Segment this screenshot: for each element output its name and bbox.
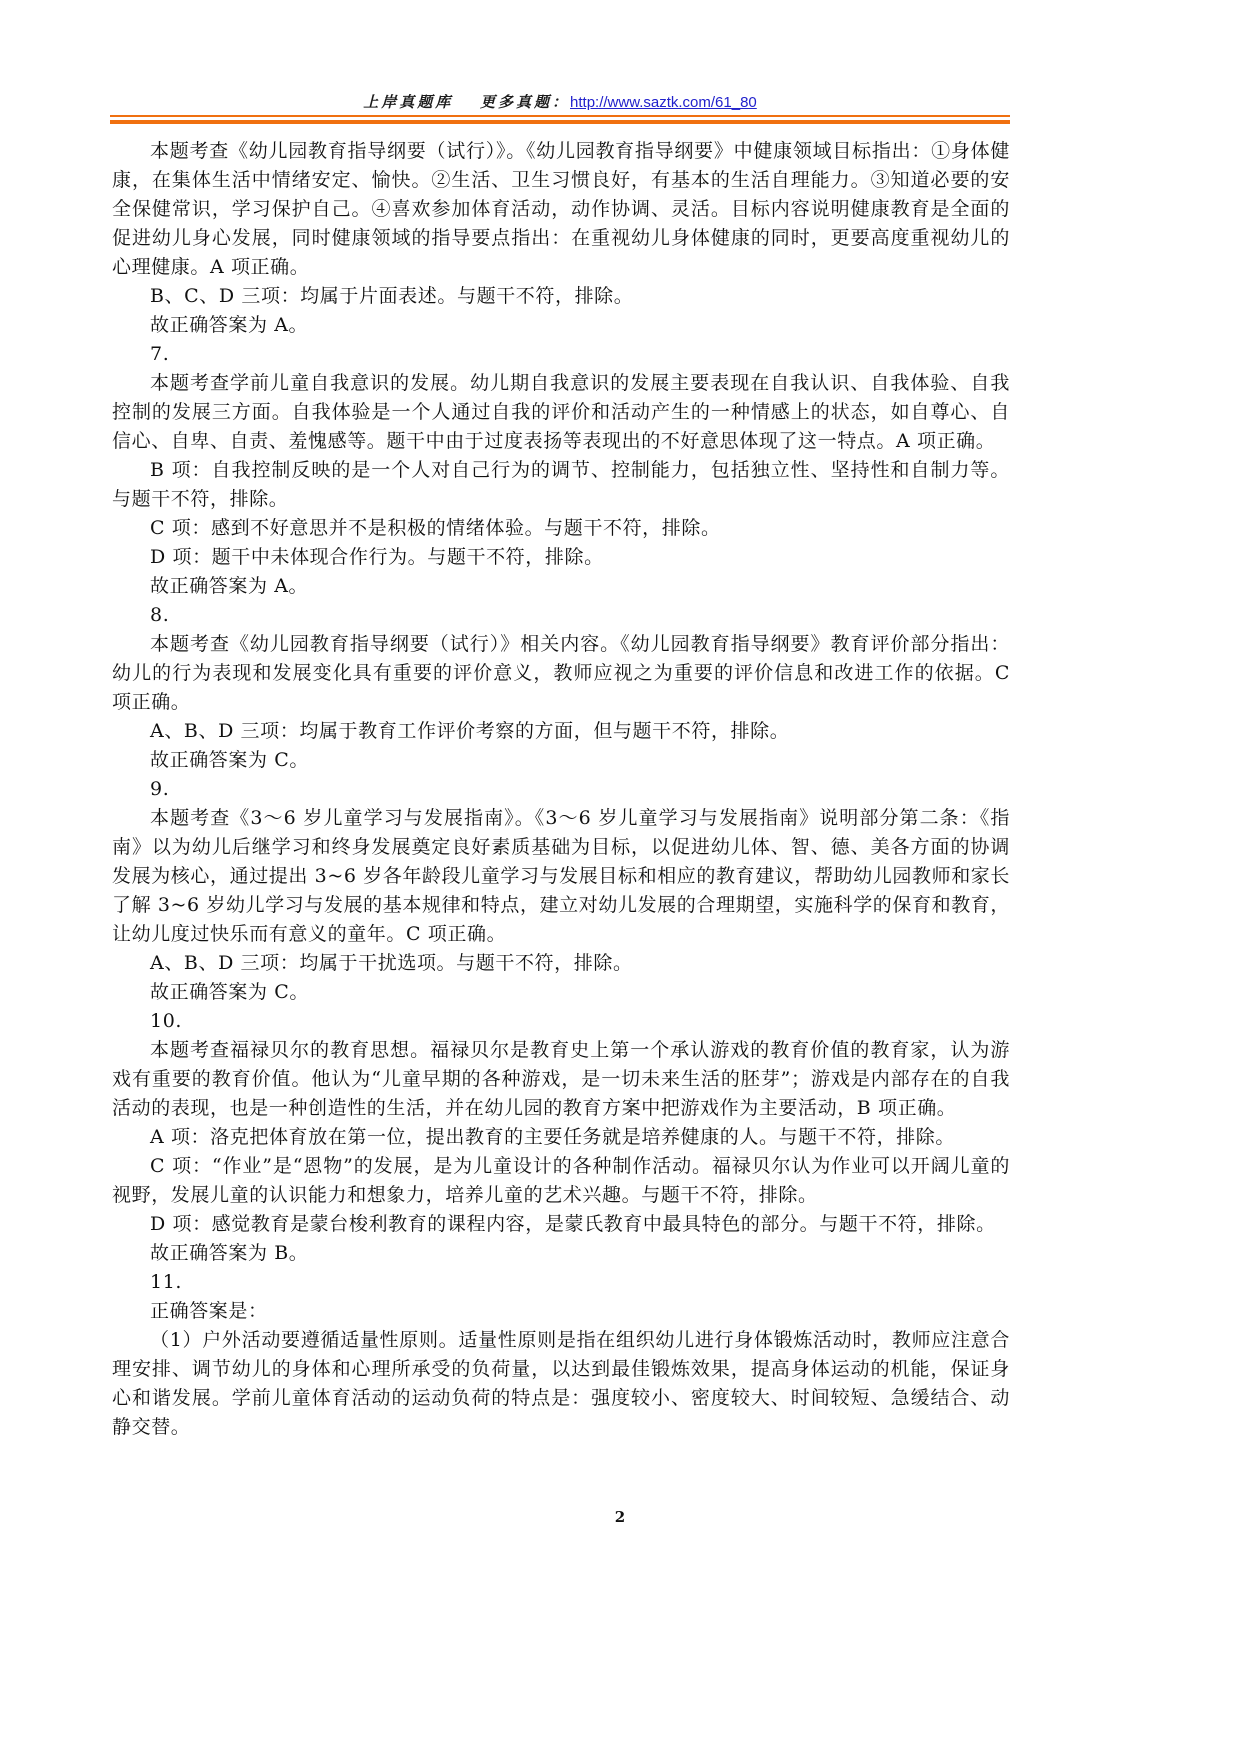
- page-number: 2: [614, 1508, 626, 1526]
- header-rule-thin: [110, 115, 1010, 117]
- header-brand: 上岸真题库: [363, 93, 454, 111]
- question-number: 10.: [150, 1010, 183, 1032]
- paragraph: 本题考查《幼儿园教育指导纲要（试行）》。《幼儿园教育指导纲要》中健康领域目标指出：①身体健康，在集体生活中情绪安定、愉快。②生活、卫生习惯良好，有基本的生活自理能力。③知道必要的安全保健常识，学习保护自己。④喜欢参加体育活动，动作协调、灵活。目标内容说明健康教育是全面的促进幼儿身心发展，同时健康领域的指导要点指出：在重视幼儿身体健康的同时，更要高度重视幼儿的心理健康。A 项正确。: [112, 140, 1010, 278]
- paragraph: C 项：“作业”是“恩物”的发展，是为儿童设计的各种制作活动。福禄贝尔认为作业可以开阔儿童的视野，发展儿童的认识能力和想象力，培养儿童的艺术兴趣。与题干不符，排除。: [112, 1155, 1010, 1206]
- paragraph: 故正确答案为 C。: [150, 981, 309, 1003]
- paragraph: D 项：题干中未体现合作行为。与题干不符，排除。: [150, 546, 604, 568]
- question-number: 7.: [150, 343, 170, 365]
- header-rule-thick: [110, 120, 1010, 124]
- paragraph: 故正确答案为 C。: [150, 749, 309, 771]
- document-body: [112, 137, 1010, 1442]
- question-number: 9.: [150, 778, 170, 800]
- paragraph: A 项：洛克把体育放在第一位，提出教育的主要任务就是培养健康的人。与题干不符，排除。: [150, 1126, 955, 1148]
- paragraph: 故正确答案为 B。: [150, 1242, 309, 1264]
- paragraph: 本题考查《幼儿园教育指导纲要（试行）》相关内容。《幼儿园教育指导纲要》教育评价部分指出：幼儿的行为表现和发展变化具有重要的评价意义，教师应视之为重要的评价信息和改进工作的依据。C 项正确。: [112, 633, 1010, 713]
- paragraph: D 项：感觉教育是蒙台梭利教育的课程内容，是蒙氏教育中最具特色的部分。与题干不符，排除。: [150, 1213, 996, 1235]
- question-number: 8.: [150, 604, 170, 626]
- paragraph: 正确答案是：: [150, 1300, 268, 1322]
- paragraph: 故正确答案为 A。: [150, 575, 309, 597]
- paragraph: 本题考查《3～6 岁儿童学习与发展指南》。《3～6 岁儿童学习与发展指南》说明部分第二条：《指南》以为幼儿后继学习和终身发展奠定良好素质基础为目标，以促进幼儿体、智、德、美各方面的协调发展为核心，通过提出 3~6 岁各年龄段儿童学习与发展目标和相应的教育建议，帮助幼儿园教师和家长了解 3~6 岁幼儿学习与发展的基本规律和特点，建立对幼儿发展的合理期望，实施科学的保育和教育，让幼儿度过快乐而有意义的童年。C 项正确。: [112, 807, 1010, 945]
- header-link[interactable]: http://www.saztk.com/61_80: [570, 94, 757, 111]
- paragraph: 本题考查学前儿童自我意识的发展。幼儿期自我意识的发展主要表现在自我认识、自我体验、自我控制的发展三方面。自我体验是一个人通过自我的评价和活动产生的一种情感上的状态，如自尊心、自信心、自卑、自责、羞愧感等。题干中由于过度表扬等表现出的不好意思体现了这一特点。A 项正确。: [112, 372, 1010, 452]
- paragraph: A、B、D 三项：均属于教育工作评价考察的方面，但与题干不符，排除。: [150, 720, 790, 742]
- paragraph: 本题考查福禄贝尔的教育思想。福禄贝尔是教育史上第一个承认游戏的教育价值的教育家，认为游戏有重要的教育价值。他认为“儿童早期的各种游戏，是一切未来生活的胚芽”；游戏是内部存在的自我活动的表现，也是一种创造性的生活，并在幼儿园的教育方案中把游戏作为主要活动，B 项正确。: [112, 1039, 1010, 1119]
- page-header: [110, 92, 1010, 113]
- paragraph: 故正确答案为 A。: [150, 314, 309, 336]
- paragraph: A、B、D 三项：均属于干扰选项。与题干不符，排除。: [150, 952, 633, 974]
- paragraph: B、C、D 三项：均属于片面表述。与题干不符，排除。: [150, 285, 634, 307]
- header-more-label: 更多真题：: [480, 93, 571, 111]
- paragraph: C 项：感到不好意思并不是积极的情绪体验。与题干不符，排除。: [150, 517, 721, 539]
- question-number: 11.: [150, 1271, 183, 1293]
- paragraph: （1）户外活动要遵循适量性原则。适量性原则是指在组织幼儿进行身体锻炼活动时，教师应注意合理安排、调节幼儿的身体和心理所承受的负荷量，以达到最佳锻炼效果，提高身体运动的机能，保证身心和谐发展。学前儿童体育活动的运动负荷的特点是：强度较小、密度较大、时间较短、急缓结合、动静交替。: [112, 1329, 1010, 1438]
- paragraph: B 项：自我控制反映的是一个人对自己行为的调节、控制能力，包括独立性、坚持性和自制力等。与题干不符，排除。: [112, 459, 1010, 510]
